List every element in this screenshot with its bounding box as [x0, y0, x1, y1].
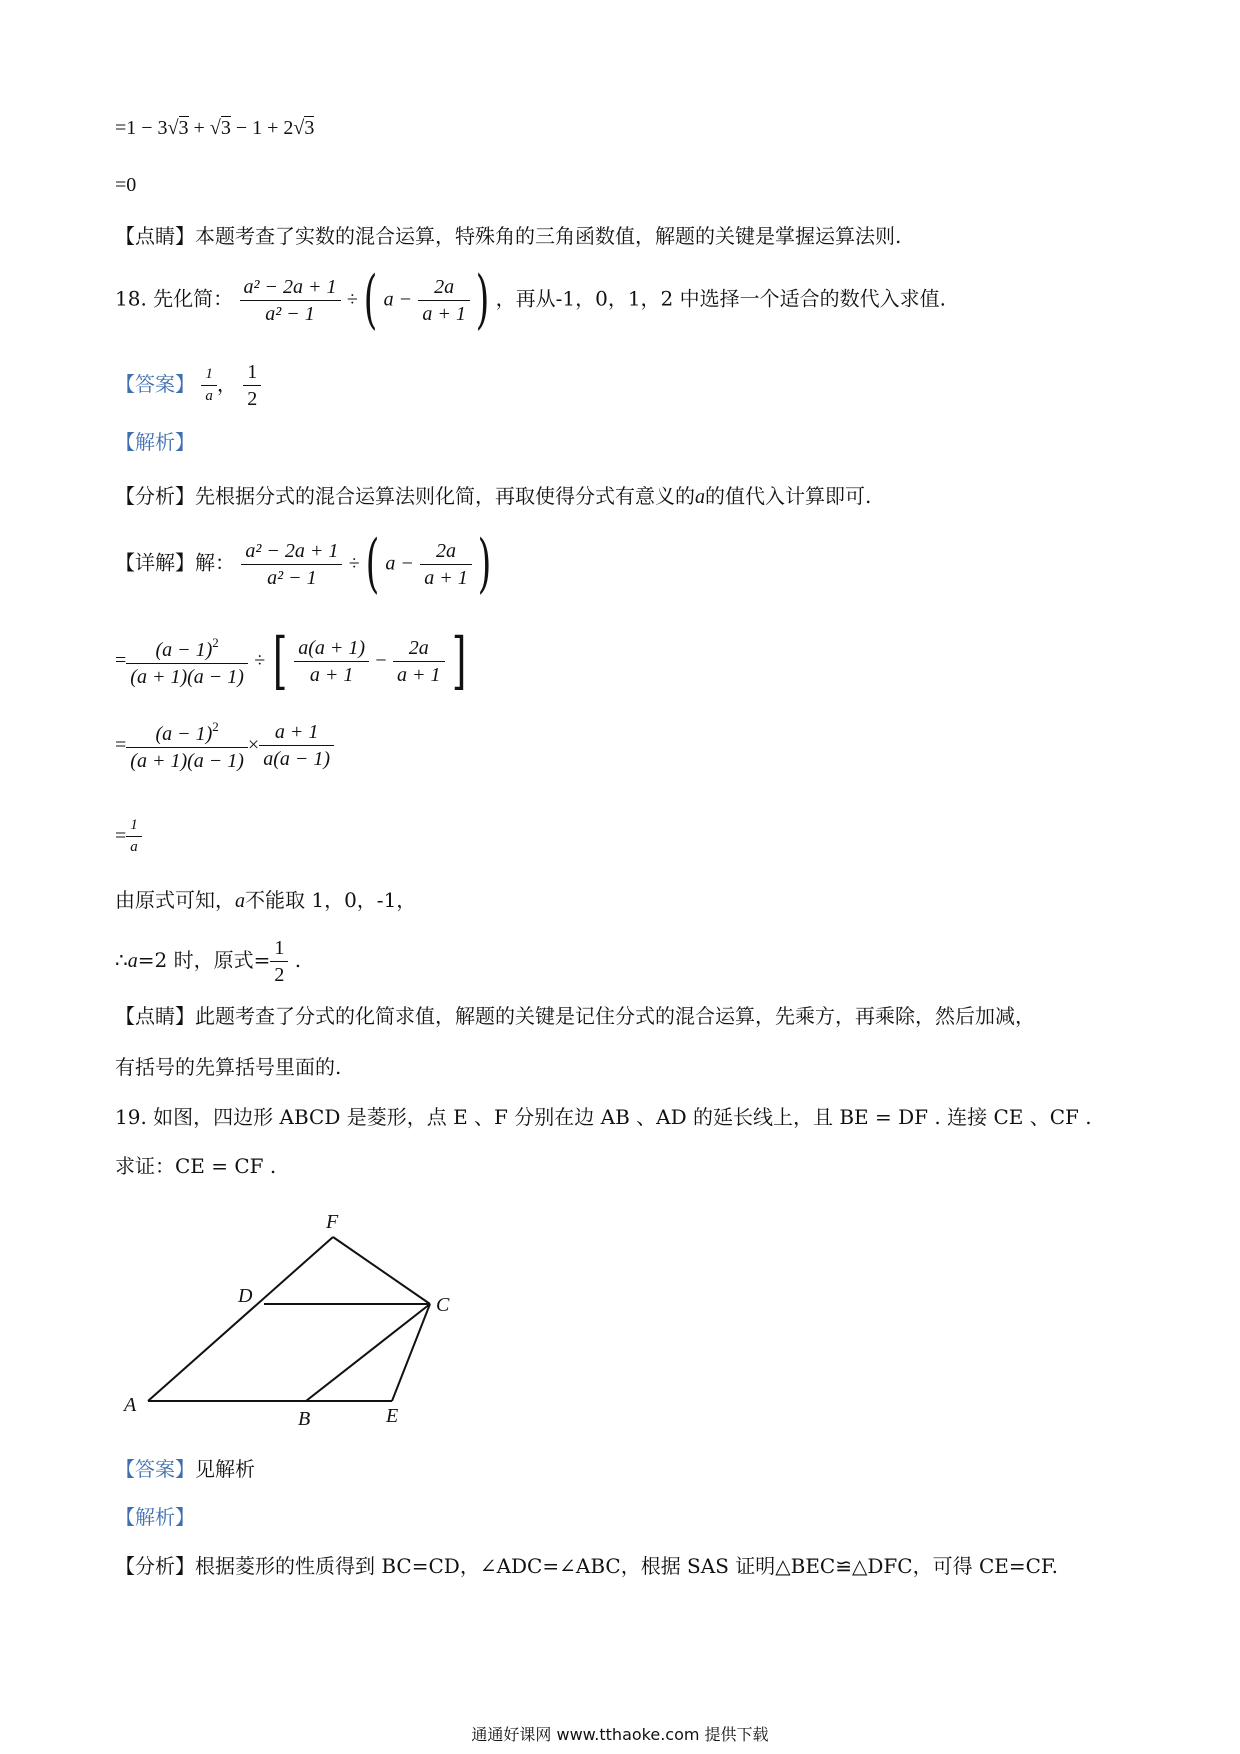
question-number: 18. [115, 286, 147, 311]
fraction-numerator [126, 720, 248, 748]
fraction [270, 938, 288, 985]
point-label-D: D [238, 1285, 253, 1307]
q17-result: =0 [115, 174, 137, 196]
q18-comment [115, 1006, 1035, 1026]
divide-sign: ÷ [254, 649, 266, 672]
fraction-denominator: (a + 1)(a − 1) [130, 750, 244, 772]
therefore-sign: ∴ [115, 948, 128, 972]
comment-text: 本题考查了实数的混合运算，特殊角的三角函数值，解题的关键是掌握运算法则. [195, 224, 902, 248]
answer-value [243, 362, 261, 409]
fraction [420, 541, 472, 588]
answer-tag: 【答案】 [115, 1457, 195, 1481]
condition-text: 不能取 1，0，-1， [245, 888, 417, 912]
fraction-numerator: 1 [201, 367, 217, 386]
fraction-denominator: a² − 1 [267, 566, 317, 589]
comment-text: 此题考查了分式的化简求值，解题的关键是记住分式的混合运算，先乘方，再乘除，然后加减， [195, 1004, 1035, 1028]
left-paren: ( [365, 527, 380, 601]
question-number: 19. [115, 1105, 147, 1129]
q18-step3 [115, 818, 142, 855]
equals-sign: = [115, 649, 127, 672]
fraction-numerator [126, 636, 248, 664]
equals-sign: = [115, 825, 127, 847]
prompt-text: 如图，四边形 ABCD 是菱形，点 E 、F 分别在边 AB 、AD 的延长线上，且 BE = DF . 连接 CE 、CF . [153, 1105, 1092, 1129]
fraction-numerator: 2a [420, 541, 472, 565]
comment-tag: 【点睛】 [115, 224, 195, 248]
numerator-base: (a − 1) [155, 723, 213, 745]
numerator-base: (a − 1) [155, 638, 213, 661]
q18-fenxi [115, 486, 871, 507]
fraction-denominator: a² − 1 [265, 302, 315, 325]
answer-fraction [201, 367, 217, 404]
q19-answer [115, 1459, 255, 1479]
sqrt-radicand: 3 [220, 117, 231, 139]
segment-AF [148, 1237, 333, 1401]
q18-conclusion [115, 938, 301, 985]
exponent: 2 [212, 634, 219, 650]
fenxi-tag: 【分析】 [115, 1554, 195, 1578]
left-bracket: [ [272, 624, 287, 697]
q18-step2 [115, 720, 334, 771]
fraction-numerator: 1 [270, 938, 288, 962]
answer-text: 见解析 [195, 1457, 255, 1481]
comment-tag: 【点睛】 [115, 1004, 195, 1028]
sqrt-symbol: √ [293, 117, 305, 139]
fraction-numerator: 1 [126, 818, 142, 837]
fraction-numerator: a + 1 [259, 722, 334, 746]
conclusion-text: =2 时，原式= [137, 948, 271, 972]
divide-sign: ÷ [346, 288, 358, 311]
fraction-numerator: a(a + 1) [294, 638, 369, 662]
inner-term: a − [385, 552, 414, 575]
fraction-denominator: (a + 1)(a − 1) [130, 665, 244, 688]
fraction-numerator: a² − 2a + 1 [240, 277, 341, 301]
condition-text: 由原式可知， [115, 888, 235, 912]
point-label-E: E [386, 1405, 399, 1427]
right-bracket: ] [451, 624, 467, 697]
fenxi-text: 的值代入计算即可. [705, 484, 872, 508]
fraction-denominator: a + 1 [309, 663, 354, 686]
q18-answer [115, 362, 261, 409]
q19-fenxi [115, 1556, 1058, 1576]
times-sign: × [247, 734, 260, 756]
math-var: a [695, 486, 705, 508]
rhombus-diagram [110, 1200, 470, 1440]
right-paren: ) [475, 263, 490, 337]
fraction-denominator: 2 [247, 388, 258, 410]
segment-FC [333, 1237, 430, 1304]
q17-step-text: − 1 + 2 [230, 117, 294, 139]
fraction-denominator: a + 1 [422, 302, 466, 325]
fraction-numerator: a² − 2a + 1 [241, 541, 342, 565]
q18-detail-line [115, 527, 492, 601]
q19-prompt [115, 1107, 1092, 1127]
fraction [126, 818, 142, 855]
point-label-C: C [436, 1294, 450, 1316]
fraction [126, 636, 248, 687]
sqrt-symbol: √ [209, 117, 221, 139]
inner-term: a − [383, 288, 413, 311]
fenxi-tag: 【分析】 [115, 484, 195, 508]
math-var: a [127, 950, 138, 972]
q17-step-text: + [188, 117, 210, 139]
minus-sign: − [375, 649, 387, 672]
fraction [241, 541, 342, 588]
prompt-text: ，再从-1，0，1，2 中选择一个适合的数代入求值. [495, 286, 946, 311]
fraction [418, 277, 470, 324]
fraction [393, 638, 445, 685]
q19-prove: 求证：CE = CF . [115, 1154, 277, 1178]
q18-comment-cont: 有括号的先算括号里面的. [115, 1055, 342, 1079]
q17-step-line [115, 118, 314, 138]
answer-separator: ， [216, 372, 237, 396]
fraction-denominator: 2 [274, 964, 285, 986]
q17-comment [115, 226, 901, 246]
answer-tag: 【答案】 [115, 372, 195, 396]
page-footer: 通通好课网 www.tthaoke.com 提供下载 [471, 1725, 769, 1744]
fraction-denominator: a + 1 [424, 566, 468, 589]
exponent: 2 [212, 719, 219, 734]
point-label-B: B [298, 1408, 311, 1430]
fenxi-text: 先根据分式的混合运算法则化简，再取使得分式有意义的 [195, 484, 695, 508]
fraction [126, 720, 248, 771]
fraction-numerator: 2a [393, 638, 445, 662]
math-var: a [235, 890, 245, 912]
prompt-text: 先化简： [153, 286, 234, 311]
point-label-F: F [326, 1211, 339, 1233]
q17-step-text: =1 − 3 [115, 117, 168, 139]
q18-prompt [115, 263, 946, 337]
q18-step1 [115, 624, 467, 697]
q18-condition [115, 890, 416, 911]
sqrt-radicand: 3 [178, 117, 189, 139]
point-label-A: A [124, 1394, 137, 1416]
sqrt-symbol: √ [167, 117, 179, 139]
right-paren: ) [477, 527, 492, 601]
fraction-denominator: a(a − 1) [263, 748, 331, 770]
divide-sign: ÷ [348, 552, 360, 575]
fenxi-text: 根据菱形的性质得到 BC=CD，∠ADC=∠ABC，根据 SAS 证明△BEC≌△DFC，可得 CE=CF. [195, 1554, 1059, 1578]
detail-tag: 【详解】解： [115, 550, 235, 575]
fraction-denominator: a + 1 [397, 663, 441, 686]
equals-sign: = [115, 734, 127, 756]
q18-analysis-tag: 【解析】 [115, 430, 195, 454]
fraction-numerator: 1 [243, 362, 261, 386]
fraction [294, 638, 369, 685]
sqrt-radicand: 3 [304, 117, 315, 139]
fraction [240, 277, 341, 324]
fraction-denominator: a [205, 388, 213, 404]
fraction-denominator: a [130, 839, 138, 855]
q19-analysis-tag: 【解析】 [115, 1505, 195, 1529]
period: . [294, 948, 302, 972]
left-paren: ( [363, 263, 378, 337]
fraction [259, 722, 334, 769]
fraction-numerator: 2a [418, 277, 470, 301]
